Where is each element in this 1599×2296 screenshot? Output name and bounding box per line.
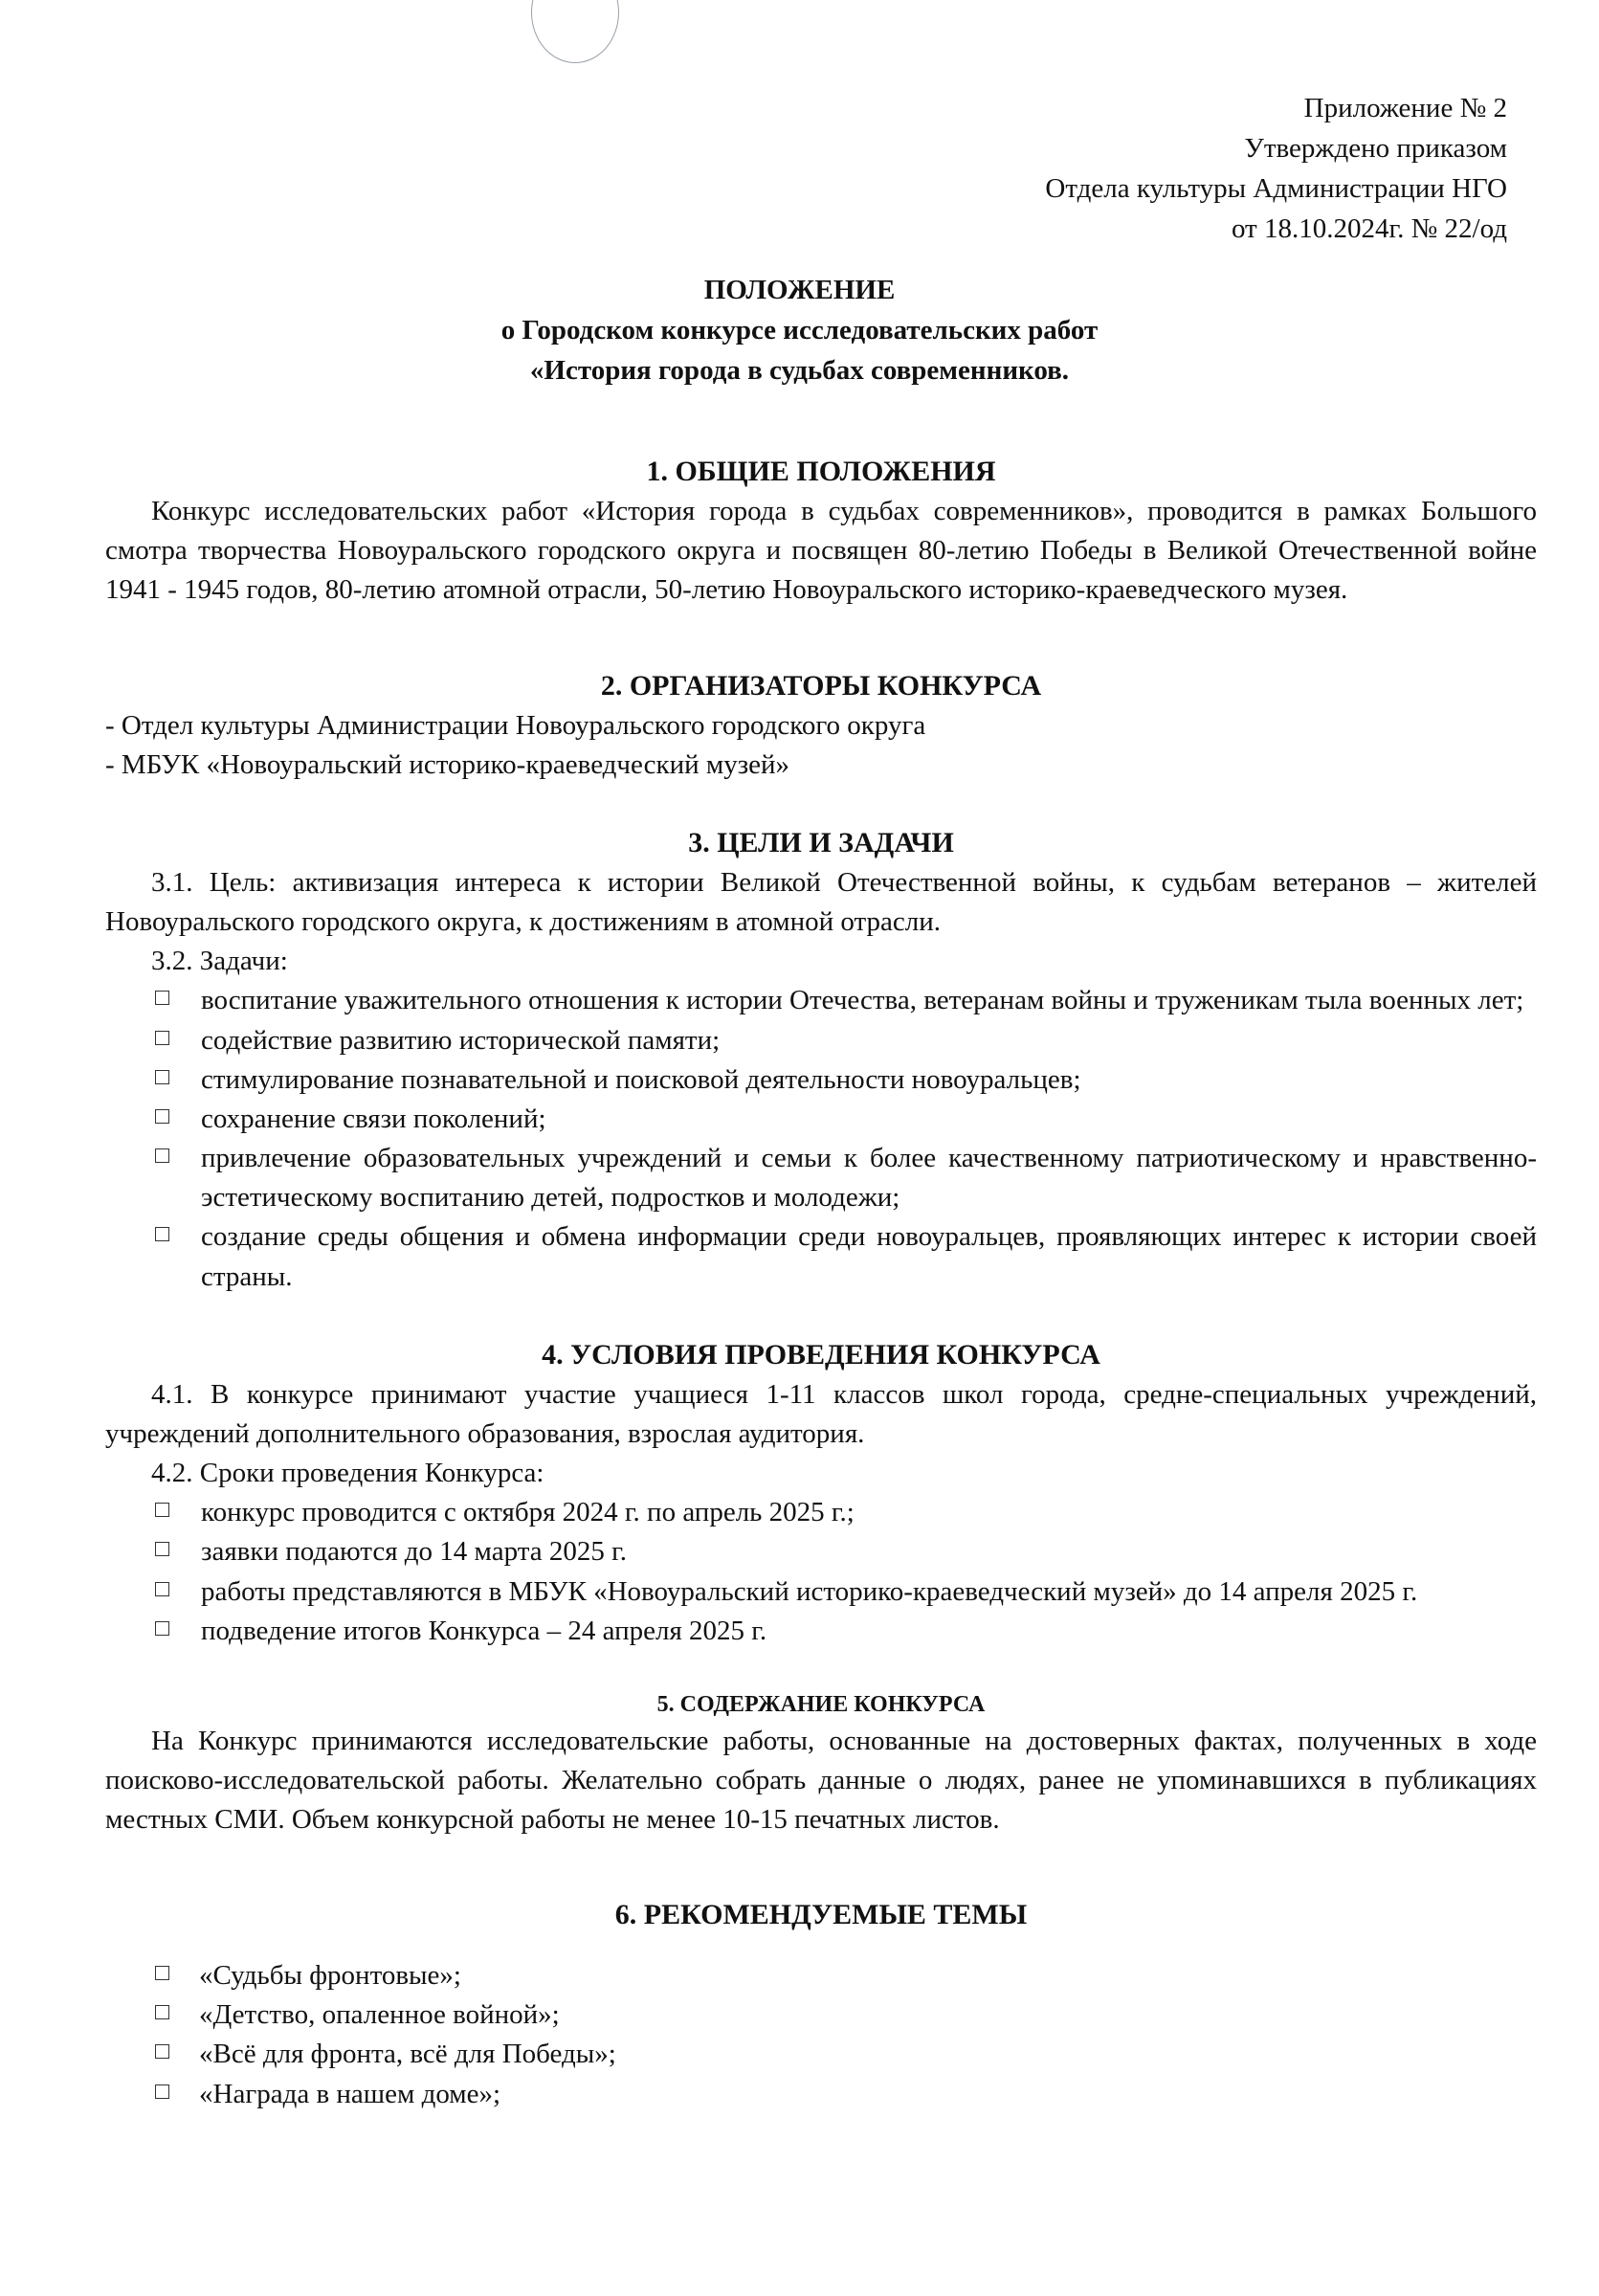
checkbox-bullet-icon bbox=[155, 1109, 169, 1124]
list-item: работы представляются в МБУК «Новоуральский историко-краеведческий музей» до 14 апреля 2025 г. bbox=[105, 1572, 1537, 1612]
list-item: «Всё для фронта, всё для Победы»; bbox=[105, 2035, 1537, 2074]
checkbox-bullet-icon bbox=[155, 1070, 169, 1084]
checkbox-bullet-icon bbox=[155, 1148, 169, 1163]
section-1-heading: 1. ОБЩИЕ ПОЛОЖЕНИЯ bbox=[646, 456, 996, 487]
approval-stamp-block bbox=[1045, 88, 1507, 249]
section-1-text: Конкурс исследовательских работ «История города в судьбах современников», проводится в рамках Большого смотра творчества Новоуральского городского округа и посвящен 80-летию Победы в Великой Отечественной войне 1941 - 1945 годов, 80-летию атомной отрасли, 50-летию Новоуральского историко-краеведческого музея. bbox=[105, 496, 1537, 606]
checkbox-bullet-icon bbox=[155, 1503, 169, 1517]
list-item: конкурс проводится с октября 2024 г. по апрель 2025 г.; bbox=[105, 1493, 1537, 1532]
checkbox-bullet-icon bbox=[155, 1227, 169, 1241]
list-item: стимулирование познавательной и поисковой деятельности новоуральцев; bbox=[105, 1060, 1537, 1100]
checkbox-bullet-icon bbox=[155, 2084, 169, 2099]
punch-hole bbox=[531, 0, 619, 63]
section-6-heading: 6. РЕКОМЕНДУЕМЫЕ ТЕМЫ bbox=[614, 1899, 1028, 1931]
approving-body: Отдела культуры Администрации НГО bbox=[1045, 173, 1507, 205]
terms-list bbox=[105, 1493, 1537, 1651]
list-item: «Судьбы фронтовые»; bbox=[105, 1956, 1537, 1995]
list-item: создание среды общения и обмена информации среди новоуральцев, проявляющих интерес к истории своей страны. bbox=[105, 1217, 1537, 1296]
tasks-label: 3.2. Задачи: bbox=[151, 946, 288, 977]
list-item: «Награда в нашем доме»; bbox=[105, 2075, 1537, 2114]
tasks-list bbox=[105, 981, 1537, 1296]
list-item: воспитание уважительного отношения к истории Отечества, ветеранам войны и труженикам тыла военных лет; bbox=[105, 981, 1537, 1020]
section-3-heading: 3. ЦЕЛИ И ЗАДАЧИ bbox=[688, 826, 954, 858]
list-item: подведение итогов Конкурса – 24 апреля 2025 г. bbox=[105, 1612, 1537, 1651]
goal-text: 3.1. Цель: активизация интереса к истории Великой Отечественной войны, к судьбам ветеранов – жителей Новоуральского городского округа, к достижениям в атомной отрасли. bbox=[105, 866, 1537, 938]
checkbox-bullet-icon bbox=[155, 1621, 169, 1636]
section-5-heading: 5. СОДЕРЖАНИЕ КОНКУРСА bbox=[656, 1691, 986, 1717]
participants-text: 4.1. В конкурсе принимают участие учащиеся 1-11 классов школ города, средне-специальных учреждений, учреждений дополнительного образования, взрослая аудитория. bbox=[105, 1378, 1537, 1449]
title-line-3: «История города в судьбах современников. bbox=[529, 355, 1070, 387]
appendix-number: Приложение № 2 bbox=[1303, 93, 1507, 123]
section-2-heading: 2. ОРГАНИЗАТОРЫ КОНКУРСА bbox=[600, 669, 1042, 702]
organizer-item: - МБУК «Новоуральский историко-краеведческий музей» bbox=[105, 748, 790, 780]
order-date-number: от 18.10.2024г. № 22/од bbox=[1231, 213, 1507, 245]
checkbox-bullet-icon bbox=[155, 1542, 169, 1556]
list-item: заявки подаются до 14 марта 2025 г. bbox=[105, 1532, 1537, 1572]
section-4-heading: 4. УСЛОВИЯ ПРОВЕДЕНИЯ КОНКУРСА bbox=[542, 1338, 1100, 1371]
document-title bbox=[0, 270, 1599, 390]
title-main: ПОЛОЖЕНИЕ bbox=[703, 275, 896, 305]
list-item: «Детство, опаленное войной»; bbox=[105, 1995, 1537, 2035]
approved-by-order: Утверждено приказом bbox=[1244, 133, 1507, 165]
list-item: содействие развитию исторической памяти; bbox=[105, 1021, 1537, 1060]
title-line-2: о Городском конкурсе исследовательских работ bbox=[500, 315, 1099, 346]
document-body bbox=[105, 452, 1537, 2114]
checkbox-bullet-icon bbox=[155, 991, 169, 1005]
list-item: привлечение образовательных учреждений и семьи к более качественному патриотическому и нравственно-эстетическому воспитанию детей, подростков и молодежи; bbox=[105, 1139, 1537, 1217]
organizer-item: - Отдел культуры Администрации Новоуральского городского округа bbox=[105, 709, 926, 741]
checkbox-bullet-icon bbox=[155, 1582, 169, 1596]
checkbox-bullet-icon bbox=[155, 2005, 169, 2019]
list-item: сохранение связи поколений; bbox=[105, 1100, 1537, 1139]
themes-list bbox=[105, 1956, 1537, 2114]
section-5-text: На Конкурс принимаются исследовательские работы, основанные на достоверных фактах, полученных в ходе поисково-исследовательской работы. Желательно собрать данные о людях, ранее не упоминавшихся в публикациях местных СМИ. Объем конкурсной работы не менее 10-15 печатных листов. bbox=[105, 1725, 1537, 1835]
terms-label: 4.2. Сроки проведения Конкурса: bbox=[151, 1458, 544, 1489]
checkbox-bullet-icon bbox=[155, 2044, 169, 2059]
checkbox-bullet-icon bbox=[155, 1031, 169, 1045]
checkbox-bullet-icon bbox=[155, 1966, 169, 1980]
